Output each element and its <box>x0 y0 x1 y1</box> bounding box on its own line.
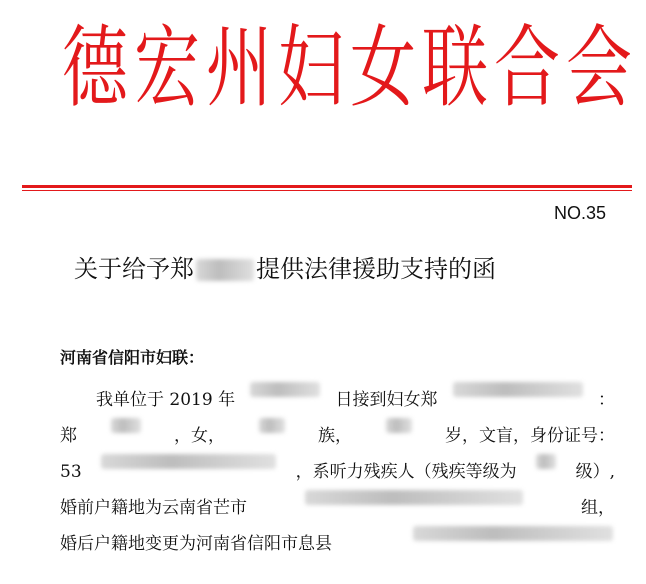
body-line-5 <box>60 526 615 562</box>
redacted-address <box>305 490 523 505</box>
body-text: 组， <box>581 498 615 518</box>
letter-body <box>60 382 615 562</box>
redacted-ethnicity <box>259 418 285 433</box>
redacted-date <box>250 382 320 397</box>
redacted-disability-grade <box>536 454 556 469</box>
document-number: NO.35 <box>553 203 606 223</box>
body-text: 婚前户籍地为云南省芒市 <box>60 498 247 518</box>
body-text: ，系听力残疾人（残疾等级为 <box>295 462 517 482</box>
body-text: 级）, <box>575 462 615 482</box>
body-line-4 <box>60 490 615 526</box>
redacted-name <box>196 259 254 281</box>
body-text: 婚后户籍地变更为河南省信阳市息县 <box>60 534 332 554</box>
organization-name: 德宏州妇女联合会 <box>62 15 638 120</box>
recipient-line: 河南省信阳市妇联： <box>60 348 205 367</box>
body-line-1 <box>60 382 615 418</box>
body-text: 日接到妇女郑 <box>335 390 438 410</box>
body-text: 岁，文盲，身份证号： <box>445 426 615 446</box>
body-text: ： <box>597 390 615 410</box>
body-line-3 <box>60 454 615 490</box>
body-text: 53 <box>60 462 82 482</box>
body-text: ，女， <box>174 426 225 446</box>
body-text: 我单位于 2019 年 <box>96 390 236 410</box>
redacted-id-number <box>101 454 276 469</box>
body-text: 郑 <box>60 426 77 446</box>
title-text-start: 关于给予郑 <box>74 255 194 283</box>
title-text-end: 提供法律援助支持的函 <box>256 255 496 283</box>
letterhead <box>0 15 646 138</box>
body-text: 族， <box>318 426 352 446</box>
document-title <box>74 249 496 284</box>
redacted-age <box>386 418 412 433</box>
redacted-name <box>111 418 141 433</box>
redacted-address <box>413 526 613 541</box>
redacted-name <box>453 382 583 397</box>
header-divider-thin <box>22 190 632 191</box>
body-line-2 <box>60 418 615 454</box>
header-divider-thick <box>22 185 632 188</box>
